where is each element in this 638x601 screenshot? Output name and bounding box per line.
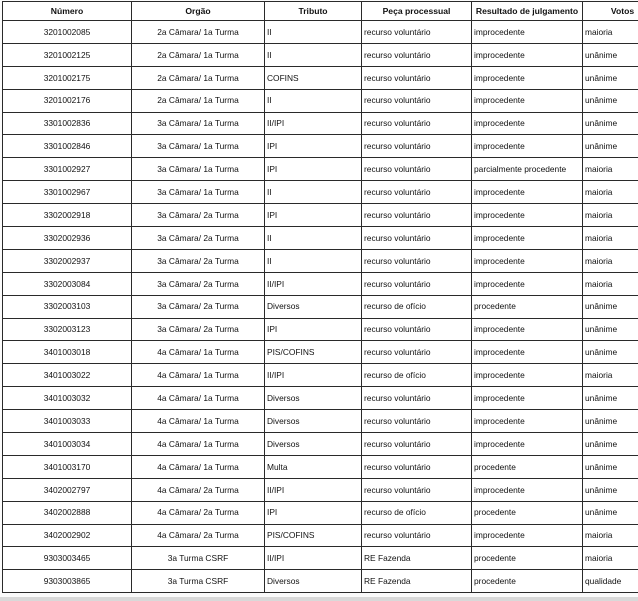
cell-resultado: parcialmente procedente [472, 158, 583, 181]
cell-tributo: II [265, 21, 362, 44]
cell-votos: maioria [583, 364, 638, 387]
cell-orgao: 4a Câmara/ 1a Turma [132, 387, 265, 410]
cell-tributo: II [265, 89, 362, 112]
cell-peca-processual: RE Fazenda [362, 570, 472, 593]
cell-tributo: II [265, 43, 362, 66]
cell-resultado: improcedente [472, 112, 583, 135]
cell-numero: 3402002902 [3, 524, 132, 547]
cell-resultado: improcedente [472, 272, 583, 295]
cell-peca-processual: recurso voluntário [362, 89, 472, 112]
cell-orgao: 2a Câmara/ 1a Turma [132, 89, 265, 112]
cell-tributo: PIS/COFINS [265, 524, 362, 547]
cell-resultado: improcedente [472, 66, 583, 89]
cell-tributo: II [265, 249, 362, 272]
cell-resultado: improcedente [472, 89, 583, 112]
cell-tributo: IPI [265, 318, 362, 341]
table-row [3, 158, 638, 181]
cell-votos: unânime [583, 66, 638, 89]
cell-tributo: II/IPI [265, 547, 362, 570]
table-row [3, 43, 638, 66]
cell-votos: unânime [583, 501, 638, 524]
cell-numero: 3301002967 [3, 181, 132, 204]
cell-orgao: 3a Câmara/ 1a Turma [132, 181, 265, 204]
cell-votos: maioria [583, 272, 638, 295]
cell-tributo: IPI [265, 204, 362, 227]
cell-resultado: improcedente [472, 387, 583, 410]
cell-orgao: 4a Câmara/ 1a Turma [132, 455, 265, 478]
page-bottom-edge [0, 597, 638, 601]
cell-resultado: procedente [472, 295, 583, 318]
cell-votos: maioria [583, 547, 638, 570]
cell-numero: 9303003865 [3, 570, 132, 593]
cell-votos: maioria [583, 227, 638, 250]
cell-tributo: Diversos [265, 433, 362, 456]
cell-resultado: improcedente [472, 410, 583, 433]
cell-peca-processual: recurso de ofício [362, 295, 472, 318]
cell-orgao: 3a Câmara/ 2a Turma [132, 318, 265, 341]
cell-numero: 3201002125 [3, 43, 132, 66]
cell-numero: 3302003103 [3, 295, 132, 318]
cell-orgao: 4a Câmara/ 1a Turma [132, 341, 265, 364]
cell-orgao: 3a Câmara/ 1a Turma [132, 158, 265, 181]
table-row [3, 410, 638, 433]
cell-peca-processual: recurso voluntário [362, 43, 472, 66]
cell-numero: 3402002888 [3, 501, 132, 524]
cell-resultado: improcedente [472, 21, 583, 44]
cell-orgao: 3a Câmara/ 2a Turma [132, 204, 265, 227]
cell-peca-processual: recurso voluntário [362, 455, 472, 478]
table-row [3, 89, 638, 112]
table-row [3, 21, 638, 44]
cell-orgao: 4a Câmara/ 1a Turma [132, 433, 265, 456]
cell-numero: 3201002176 [3, 89, 132, 112]
cell-votos: unânime [583, 135, 638, 158]
cell-numero: 3302002918 [3, 204, 132, 227]
cell-resultado: improcedente [472, 249, 583, 272]
cell-votos: unânime [583, 43, 638, 66]
cell-resultado: procedente [472, 570, 583, 593]
cell-orgao: 4a Câmara/ 2a Turma [132, 524, 265, 547]
header-peca-processual: Peça processual [362, 2, 472, 21]
cell-orgao: 3a Câmara/ 2a Turma [132, 295, 265, 318]
cell-orgao: 3a Câmara/ 2a Turma [132, 227, 265, 250]
table-row [3, 227, 638, 250]
cell-orgao: 3a Câmara/ 2a Turma [132, 272, 265, 295]
cell-tributo: II/IPI [265, 364, 362, 387]
cell-tributo: IPI [265, 158, 362, 181]
cell-votos: unânime [583, 89, 638, 112]
cell-peca-processual: recurso voluntário [362, 478, 472, 501]
cell-tributo: PIS/COFINS [265, 341, 362, 364]
cell-tributo: Diversos [265, 410, 362, 433]
cell-peca-processual: recurso voluntário [362, 318, 472, 341]
cell-numero: 3301002836 [3, 112, 132, 135]
cell-peca-processual: recurso voluntário [362, 66, 472, 89]
cell-orgao: 3a Câmara/ 2a Turma [132, 249, 265, 272]
cell-votos: unânime [583, 112, 638, 135]
cell-numero: 3401003018 [3, 341, 132, 364]
cell-orgao: 4a Câmara/ 1a Turma [132, 364, 265, 387]
table-body [3, 21, 638, 593]
cell-peca-processual: recurso de ofício [362, 501, 472, 524]
cell-votos: unânime [583, 387, 638, 410]
cell-votos: maioria [583, 524, 638, 547]
cell-resultado: improcedente [472, 524, 583, 547]
table-row [3, 249, 638, 272]
cell-peca-processual: recurso voluntário [362, 181, 472, 204]
cell-resultado: procedente [472, 501, 583, 524]
cell-peca-processual: recurso voluntário [362, 524, 472, 547]
cell-orgao: 3a Turma CSRF [132, 570, 265, 593]
cell-resultado: improcedente [472, 227, 583, 250]
header-orgao: Orgão [132, 2, 265, 21]
cell-tributo: Multa [265, 455, 362, 478]
cell-votos: qualidade [583, 570, 638, 593]
table-row [3, 501, 638, 524]
cell-resultado: improcedente [472, 135, 583, 158]
cell-orgao: 2a Câmara/ 1a Turma [132, 43, 265, 66]
cell-tributo: Diversos [265, 570, 362, 593]
cell-numero: 3401003034 [3, 433, 132, 456]
table-row [3, 364, 638, 387]
cell-resultado: improcedente [472, 43, 583, 66]
table-row [3, 387, 638, 410]
cell-peca-processual: recurso voluntário [362, 272, 472, 295]
cell-orgao: 3a Câmara/ 1a Turma [132, 135, 265, 158]
cell-numero: 3401003022 [3, 364, 132, 387]
cell-peca-processual: recurso voluntário [362, 21, 472, 44]
cell-peca-processual: recurso voluntário [362, 112, 472, 135]
table-row [3, 135, 638, 158]
table-row [3, 524, 638, 547]
cell-votos: maioria [583, 181, 638, 204]
cell-tributo: II [265, 227, 362, 250]
cell-votos: unânime [583, 410, 638, 433]
cell-numero: 3201002085 [3, 21, 132, 44]
cell-numero: 3302002937 [3, 249, 132, 272]
cell-orgao: 4a Câmara/ 1a Turma [132, 410, 265, 433]
cell-numero: 3302003084 [3, 272, 132, 295]
cell-tributo: Diversos [265, 295, 362, 318]
cell-numero: 3302002936 [3, 227, 132, 250]
header-numero: Número [3, 2, 132, 21]
cell-numero: 3301002927 [3, 158, 132, 181]
cell-peca-processual: recurso voluntário [362, 158, 472, 181]
cell-orgao: 4a Câmara/ 2a Turma [132, 501, 265, 524]
cell-numero: 3401003032 [3, 387, 132, 410]
cell-votos: unânime [583, 295, 638, 318]
cell-peca-processual: recurso voluntário [362, 249, 472, 272]
cell-orgao: 2a Câmara/ 1a Turma [132, 66, 265, 89]
cell-peca-processual: recurso voluntário [362, 227, 472, 250]
cell-resultado: improcedente [472, 181, 583, 204]
table-row [3, 181, 638, 204]
cell-resultado: improcedente [472, 318, 583, 341]
cell-resultado: improcedente [472, 433, 583, 456]
table-row [3, 272, 638, 295]
cell-peca-processual: recurso voluntário [362, 204, 472, 227]
cell-resultado: improcedente [472, 364, 583, 387]
table-row [3, 112, 638, 135]
table-row [3, 478, 638, 501]
table-row [3, 318, 638, 341]
cell-peca-processual: recurso voluntário [362, 433, 472, 456]
table-row [3, 433, 638, 456]
table-row [3, 547, 638, 570]
cell-tributo: IPI [265, 135, 362, 158]
cell-votos: maioria [583, 158, 638, 181]
cell-peca-processual: recurso voluntário [362, 341, 472, 364]
cell-votos: unânime [583, 341, 638, 364]
cell-peca-processual: recurso voluntário [362, 135, 472, 158]
cell-votos: maioria [583, 204, 638, 227]
cell-votos: unânime [583, 478, 638, 501]
cell-tributo: COFINS [265, 66, 362, 89]
table-row [3, 295, 638, 318]
table-row [3, 66, 638, 89]
cell-votos: maioria [583, 249, 638, 272]
table-row [3, 570, 638, 593]
cell-orgao: 2a Câmara/ 1a Turma [132, 21, 265, 44]
cell-peca-processual: RE Fazenda [362, 547, 472, 570]
table-row [3, 204, 638, 227]
cell-numero: 3401003033 [3, 410, 132, 433]
cell-votos: maioria [583, 21, 638, 44]
cell-resultado: improcedente [472, 341, 583, 364]
table-row [3, 455, 638, 478]
cell-peca-processual: recurso voluntário [362, 387, 472, 410]
cell-numero: 3301002846 [3, 135, 132, 158]
cell-orgao: 3a Câmara/ 1a Turma [132, 112, 265, 135]
cell-tributo: Diversos [265, 387, 362, 410]
cell-orgao: 4a Câmara/ 2a Turma [132, 478, 265, 501]
cell-numero: 3402002797 [3, 478, 132, 501]
cell-numero: 3302003123 [3, 318, 132, 341]
header-votos: Votos [583, 2, 638, 21]
cell-resultado: improcedente [472, 478, 583, 501]
cell-votos: unânime [583, 318, 638, 341]
cell-peca-processual: recurso de ofício [362, 364, 472, 387]
cell-tributo: IPI [265, 501, 362, 524]
cell-numero: 9303003465 [3, 547, 132, 570]
table-row [3, 341, 638, 364]
header-resultado: Resultado de julgamento [472, 2, 583, 21]
cell-votos: unânime [583, 455, 638, 478]
cell-peca-processual: recurso voluntário [362, 410, 472, 433]
table-header-row [3, 2, 638, 21]
cell-numero: 3401003170 [3, 455, 132, 478]
cell-numero: 3201002175 [3, 66, 132, 89]
cell-orgao: 3a Turma CSRF [132, 547, 265, 570]
header-tributo: Tributo [265, 2, 362, 21]
cell-tributo: II/IPI [265, 272, 362, 295]
cell-resultado: improcedente [472, 204, 583, 227]
judgment-table [2, 1, 638, 593]
cell-resultado: procedente [472, 547, 583, 570]
cell-tributo: II [265, 181, 362, 204]
cell-resultado: procedente [472, 455, 583, 478]
cell-tributo: II/IPI [265, 478, 362, 501]
cell-tributo: II/IPI [265, 112, 362, 135]
cell-votos: unânime [583, 433, 638, 456]
